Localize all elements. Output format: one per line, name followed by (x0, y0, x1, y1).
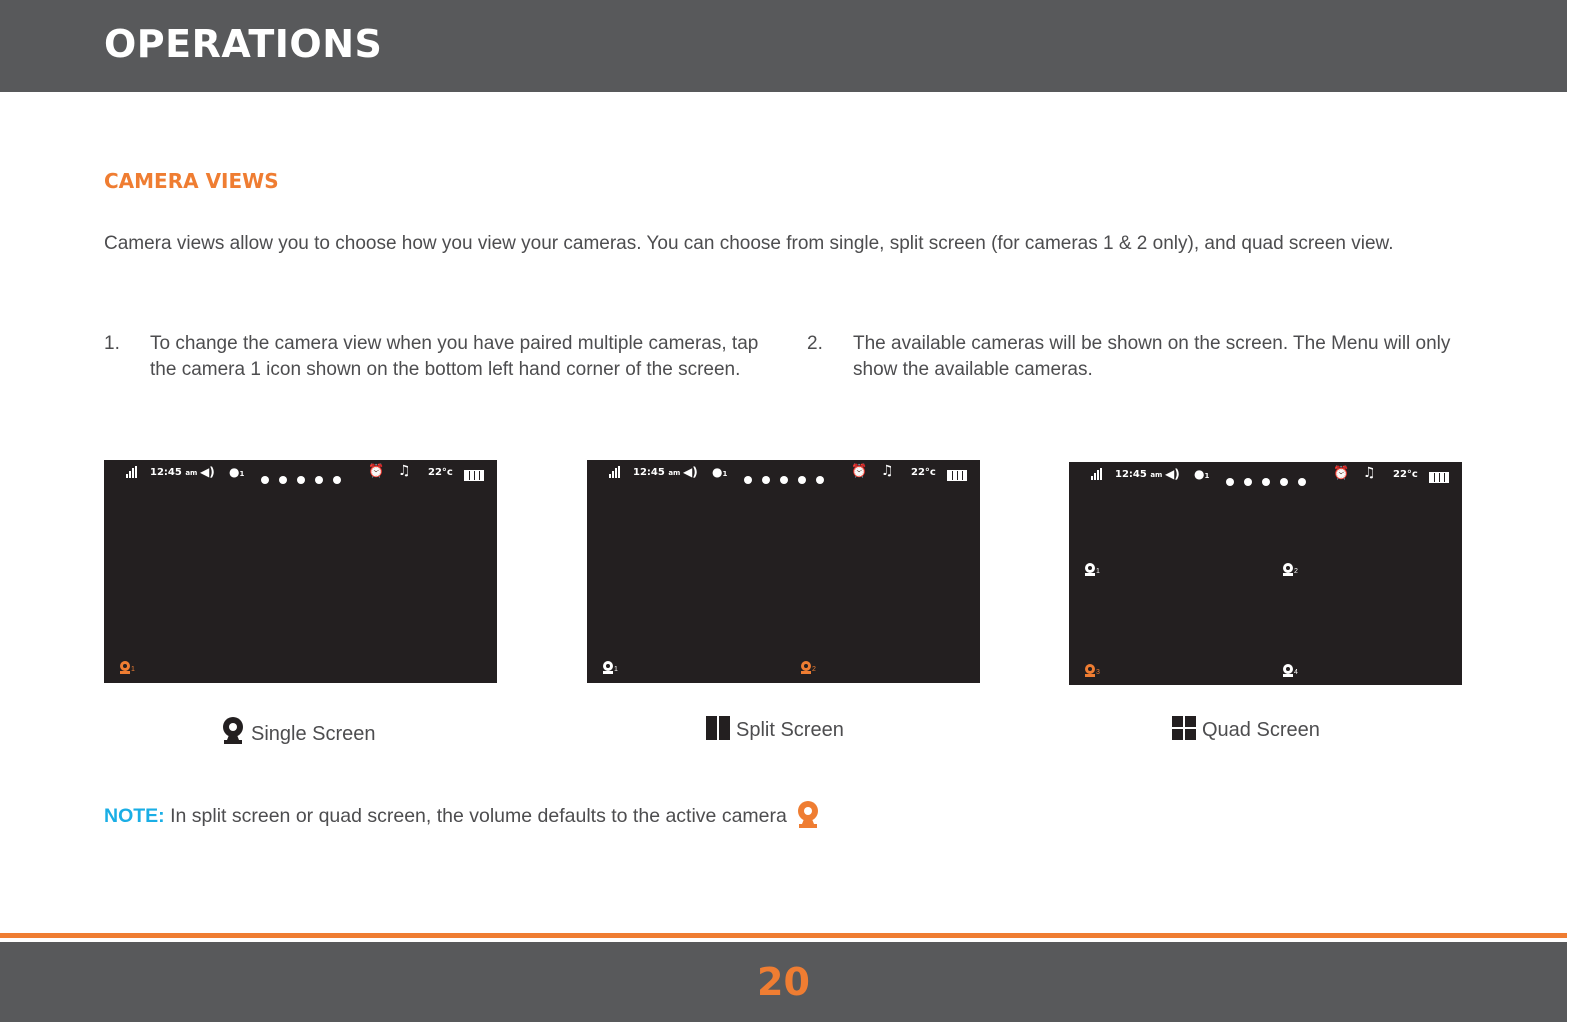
alarm-icon: ⏰ (368, 464, 385, 479)
signal-icon (126, 466, 138, 478)
intro-paragraph: Camera views allow you to choose how you view your cameras. You can choose from single, split screen (for cameras 1 & 2 only), and quad screen view. (104, 233, 1394, 254)
alarm-icon: ⏰ (851, 464, 868, 479)
single-camera-icon (221, 716, 245, 744)
volume-icon: ◀︎) (200, 465, 215, 479)
status-bar (104, 460, 497, 490)
camera-1-icon[interactable]: 1 (601, 660, 615, 674)
status-temp: 22°c (1393, 469, 1418, 480)
status-time: 12:45 am (633, 467, 681, 478)
note-label: NOTE: (104, 805, 165, 827)
volume-icon: ◀︎) (683, 465, 698, 479)
volume-icon: ◀︎) (1165, 467, 1180, 481)
status-temp: 22°c (911, 467, 936, 478)
music-icon: ♫ (1363, 465, 1376, 481)
status-time: 12:45 am (1115, 469, 1163, 480)
status-bar (1069, 462, 1462, 492)
quad-screen-icon (1172, 716, 1196, 740)
music-icon: ♫ (881, 463, 894, 479)
battery-icon (947, 470, 967, 481)
camera-2-icon[interactable]: 2 (1281, 562, 1295, 576)
note-text: In split screen or quad screen, the volume defaults to the active camera (170, 805, 787, 827)
camera-4-icon[interactable]: 4 (1281, 663, 1295, 677)
quad-screen-caption (1172, 716, 1320, 742)
volume-level-dots (1226, 473, 1316, 491)
alarm-icon: ⏰ (1333, 466, 1350, 481)
camera-icon: ●1 (1194, 467, 1210, 481)
section-title: CAMERA VIEWS (104, 169, 279, 193)
caption-label: Split Screen (736, 719, 844, 741)
step-text: To change the camera view when you have paired multiple cameras, tap the camera 1 icon shown on the bottom left hand corner of the screen. (150, 333, 759, 380)
note (104, 800, 820, 828)
step-text: The available cameras will be shown on the screen. The Menu will only show the available cameras. (853, 333, 1451, 380)
single-screen-preview (104, 460, 497, 683)
single-screen-caption (221, 716, 376, 746)
music-icon: ♫ (398, 463, 411, 479)
signal-icon (1091, 468, 1103, 480)
status-bar (587, 460, 980, 490)
caption-label: Quad Screen (1202, 719, 1320, 741)
page-header (0, 0, 1567, 92)
page-number: 20 (757, 960, 810, 1004)
split-screen-icon (706, 716, 730, 740)
camera-3-icon-active[interactable]: 3 (1083, 663, 1097, 677)
caption-label: Single Screen (251, 723, 376, 745)
camera-icon: ●1 (712, 465, 728, 479)
status-temp: 22°c (428, 467, 453, 478)
volume-level-dots (261, 471, 351, 489)
battery-icon (464, 470, 484, 481)
camera-2-icon-active[interactable]: 2 (799, 660, 813, 674)
camera-icon: ●1 (229, 465, 245, 479)
footer-accent-line (0, 933, 1567, 938)
volume-level-dots (744, 471, 834, 489)
battery-icon (1429, 472, 1449, 483)
step-number: 2. (807, 333, 823, 354)
status-time: 12:45 am (150, 467, 198, 478)
quad-screen-preview (1069, 462, 1462, 685)
camera-1-icon-active[interactable]: 1 (118, 660, 132, 674)
split-screen-preview (587, 460, 980, 683)
split-screen-caption (706, 716, 844, 742)
active-camera-icon (796, 800, 820, 828)
camera-1-icon[interactable]: 1 (1083, 562, 1097, 576)
page-title: OPERATIONS (104, 22, 383, 66)
step-number: 1. (104, 333, 120, 354)
signal-icon (609, 466, 621, 478)
